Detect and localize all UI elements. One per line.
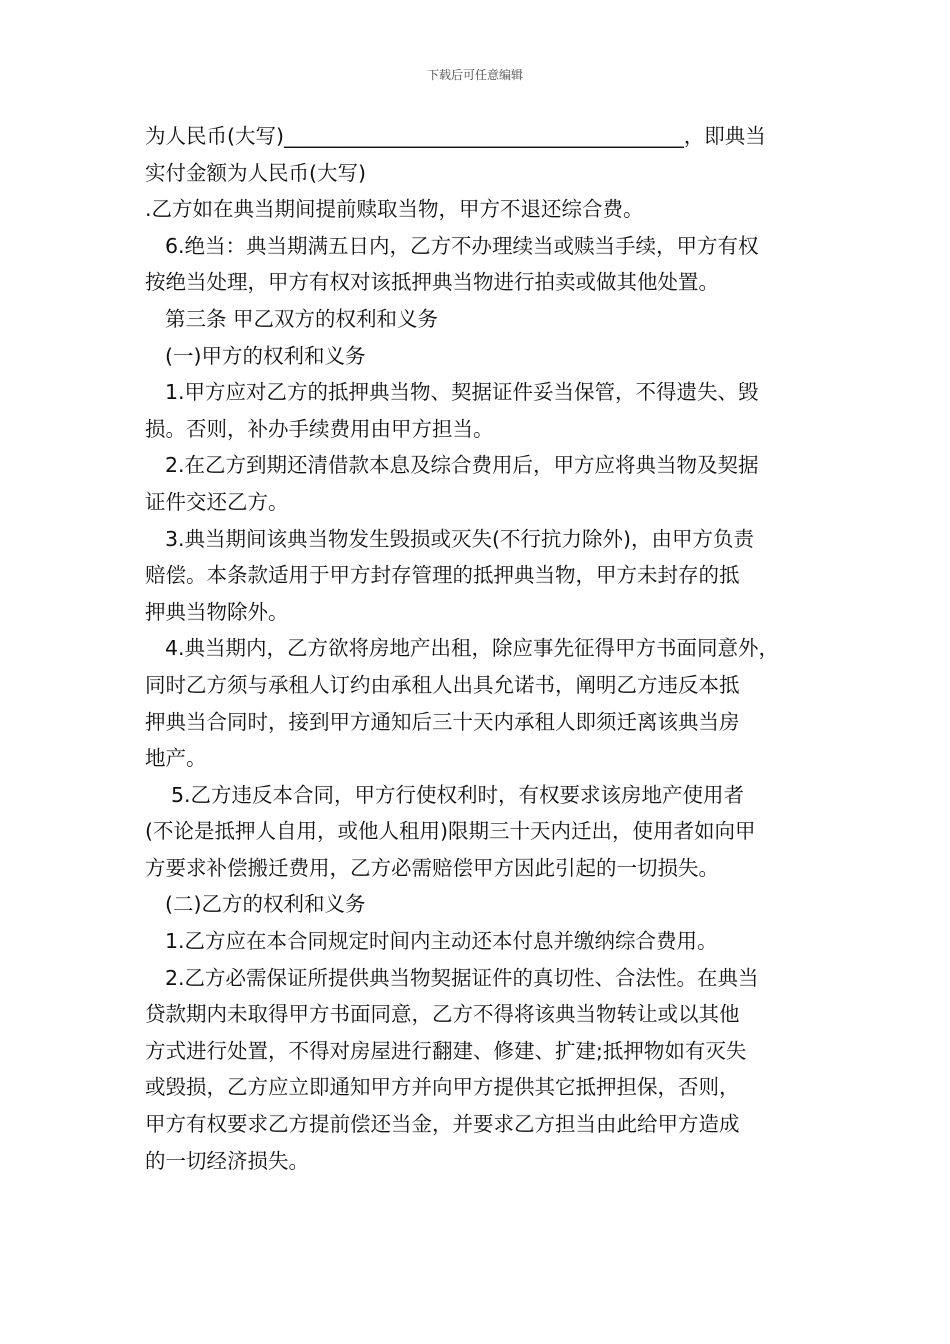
text-line: 赔偿。本条款适用于甲方封存管理的抵押典当物，甲方未封存的抵	[145, 563, 740, 588]
text-line: 1.甲方应对乙方的抵押典当物、契据证件妥当保管，不得遗失、毁	[165, 380, 759, 405]
page-header: 下载后可任意编辑	[426, 68, 523, 82]
text-line: 的一切经济损失。	[145, 1148, 309, 1173]
text-line: 3.典当期间该典当物发生毁损或灭失(不行抗力除外)，由甲方负责	[165, 526, 755, 551]
text-line: 6.绝当：典当期满五日内，乙方不办理续当或赎当手续，甲方有权	[165, 233, 759, 258]
text-line: 证件交还乙方。	[145, 489, 289, 514]
text-line: 押典当合同时，接到甲方通知后三十天内承租人即须迁离该典当房	[145, 709, 740, 734]
text-line: 或毁损，乙方应立即通知甲方并向甲方提供其它抵押担保，否则，	[145, 1075, 740, 1100]
text-line: 2.乙方必需保证所提供典当物契据证件的真切性、合法性。在典当	[165, 965, 759, 990]
subsection-heading: (二)乙方的权利和义务	[165, 892, 366, 917]
text-line: 方要求补偿搬迁费用，乙方必需赔偿甲方因此引起的一切损失。	[145, 855, 719, 880]
text-line: 贷款期内未取得甲方书面同意，乙方不得将该典当物转让或以其他	[145, 1002, 740, 1027]
text-line: 5.乙方违反本合同，甲方行使权利时，有权要求该房地产使用者	[171, 782, 745, 807]
text-line: 实付金额为人民币(大写)	[145, 160, 366, 185]
text-line: 2.在乙方到期还清借款本息及综合费用后，甲方应将典当物及契据	[165, 453, 759, 478]
text-line: 同时乙方须与承租人订约由承租人出具允诺书，阐明乙方违反本抵	[145, 672, 740, 697]
text-line: .乙方如在典当期间提前赎取当物，甲方不退还综合费。	[145, 197, 644, 222]
text-line: 损。否则，补办手续费用由甲方担当。	[145, 416, 494, 441]
subsection-heading: (一)甲方的权利和义务	[165, 343, 366, 368]
text-line: 按绝当处理，甲方有权对该抵押典当物进行拍卖或做其他处置。	[145, 270, 719, 295]
text-line: 押典当物除外。	[145, 599, 289, 624]
section-heading: 第三条 甲乙双方的权利和义务	[165, 306, 439, 331]
text-line: 甲方有权要求乙方提前偿还当金，并要求乙方担当由此给甲方造成	[145, 1112, 740, 1137]
text-line: (不论是抵押人自用，或他人租用)限期三十天内迁出，使用者如向甲	[145, 819, 756, 844]
text-line: 方式进行处置，不得对房屋进行翻建、修建、扩建;抵押物如有灭失	[145, 1038, 747, 1063]
text-line: 地产。	[145, 746, 207, 771]
text-line: 4.典当期内，乙方欲将房地产出租，除应事先征得甲方书面同意外，	[165, 636, 780, 661]
text-line: 为人民币(大写)_______________________________________，即典当	[145, 124, 766, 148]
document-body	[145, 118, 825, 1179]
text-line: 1.乙方应在本合同规定时间内主动还本付息并缴纳综合费用。	[165, 929, 718, 954]
